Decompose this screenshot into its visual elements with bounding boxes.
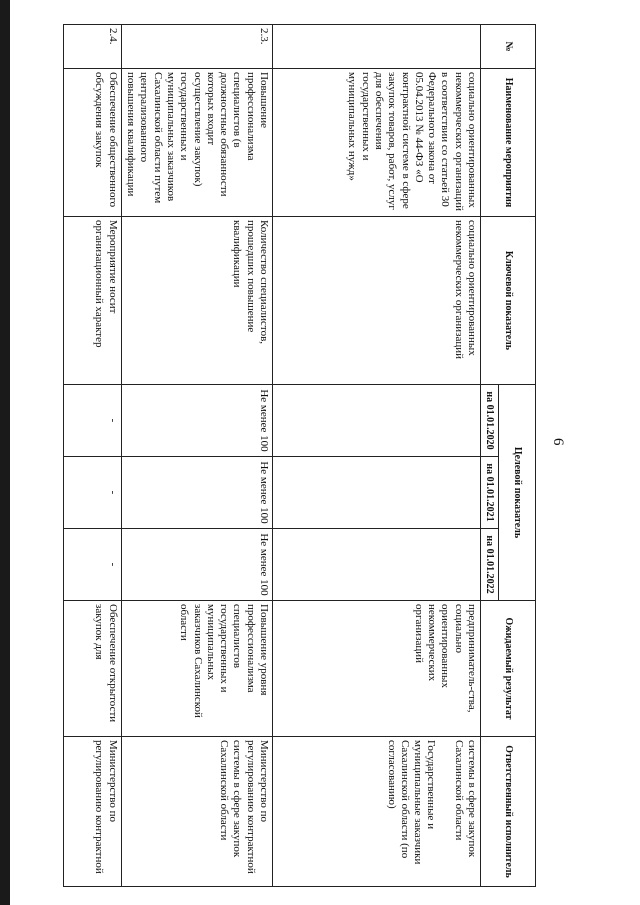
row-expected-result: Повышение уровня профессионализма специалистов государственных и муниципальных заказчиков Сахалинской области	[121, 601, 272, 737]
row-value-2021: Не менее 100	[121, 457, 272, 529]
row-value-2020: Не менее 100	[121, 385, 272, 457]
header-date-2021: на 01.01.2021	[481, 457, 499, 529]
row-responsible: Министерство по регулированию контрактной	[63, 737, 121, 887]
row-value-2022: -	[63, 529, 121, 601]
header-date-2022: на 01.01.2022	[481, 529, 499, 601]
header-expected-result: Ожидаемый результат	[481, 601, 536, 737]
row-expected-result: предприниматель-ства, социально ориентированных некоммерческих организаций	[273, 601, 481, 737]
row-value-2022	[273, 529, 481, 601]
action-plan-table	[63, 24, 536, 887]
row-num: 2.4.	[63, 25, 121, 69]
table-row	[273, 25, 481, 887]
row-event-name: Повышение профессионализма специалистов (в должностные обязанности которых входит осуществление закупок) государственных и муниципальных заказчиков Сахалинской области путем централизованного повышения квалификации	[121, 69, 272, 217]
row-num	[273, 25, 481, 69]
row-responsible	[273, 737, 481, 887]
row-responsible: Министерство по регулированию контрактной системы в сфере закупок Сахалинской области	[121, 737, 272, 887]
row-num: 2.3.	[121, 25, 272, 69]
row-value-2020	[273, 385, 481, 457]
row-responsible-part2: Государственные и муниципальные заказчики Сахалинской области (по согласованию)	[385, 740, 438, 865]
table-row	[63, 25, 121, 887]
page-number: 6	[550, 438, 566, 446]
row-key-indicator: Количество специалистов, прошедших повышение квалификации	[121, 217, 272, 385]
row-value-2020: -	[63, 385, 121, 457]
rotated-page	[93, 14, 590, 892]
row-value-2022: Не менее 100	[121, 529, 272, 601]
scan-edge	[0, 0, 10, 905]
row-key-indicator: социально ориентированных некоммерческих организаций	[273, 217, 481, 385]
row-value-2021: -	[63, 457, 121, 529]
header-target-indicator: Целевой показатель	[499, 385, 536, 601]
row-event-name: социально ориентированных некоммерческих организаций в соответствии со статьей 30 Федерального закона от 05.04.2013 № 44-ФЗ «О контрактной системе в сфере закупок товаров, работ, услуг для обеспечения государственных и муниципальных нужд»	[273, 69, 481, 217]
row-event-name: Обеспечение общественного обсуждения закупок	[63, 69, 121, 217]
row-key-indicator: Мероприятие носит организационный характер	[63, 217, 121, 385]
header-responsible: Ответственный исполнитель	[481, 737, 536, 887]
table-row	[121, 25, 272, 887]
header-num: №	[481, 25, 536, 69]
header-date-2020: на 01.01.2020	[481, 385, 499, 457]
row-value-2021	[273, 457, 481, 529]
header-event-name: Наименование мероприятия	[481, 69, 536, 217]
row-responsible-part1: системы в сфере закупок Сахалинской области	[452, 740, 478, 858]
header-key-indicator: Ключевой показатель	[481, 217, 536, 385]
row-expected-result: Обеспечение открытости закупок для	[63, 601, 121, 737]
